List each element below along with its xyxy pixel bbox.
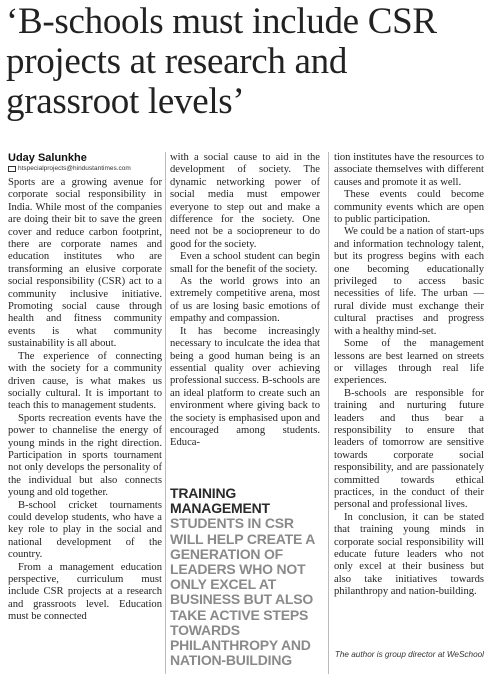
paragraph: The experience of connecting with the society for a community driven cause, is what makes us socially cultural. It is important to teach this to management students.	[8, 350, 162, 412]
headline: ‘B-schools must include CSR projects at research and grassroot levels’	[6, 1, 437, 122]
column-divider	[328, 152, 329, 674]
paragraph: B-school cricket tournaments could develop students, who have a key role to play in the social and national development of the country.	[8, 499, 162, 561]
mail-icon	[8, 166, 16, 172]
paragraph: Some of the management lessons are best learned on streets or villages through real life experiences.	[334, 338, 484, 387]
paragraph: It has become increasingly necessary to inculcate the idea that being a good human being is an essential quality over achieving professional success. B-schools are an ideal platform to create such an environment where giving back to the society is emphasised upon and encouraged among students. Educa-	[170, 325, 320, 449]
pull-quote-heading: TRAINING MANAGEMENT	[170, 485, 270, 517]
paragraph: These events could become community events which are open to public participation.	[334, 189, 484, 226]
pull-quote-body: STUDENTS IN CSR WILL HELP CREATE A GENERATION OF LEADERS WHO NOT ONLY EXCEL AT BUSINESS BUT ALSO TAKE ACTIVE STEPS TOWARDS PHILANTHROPY AND NATION-BUILDING	[170, 515, 315, 669]
paragraph: tion institutes have the resources to associate themselves with different causes and promote it as well.	[334, 152, 484, 188]
paragraph: In conclusion, it can be stated that training young minds in corporate social responsibility will educate future leaders who not only excel at their business but also take initiatives towards philanthropy and nation-building.	[334, 511, 484, 598]
author-note: The author is group director at WeSchool	[334, 650, 484, 659]
article-column-1	[8, 177, 162, 674]
byline-email-row	[8, 165, 131, 172]
paragraph: From a management education perspective, curriculum must include CSR projects at a research and grassroots level. Education must be connected	[8, 561, 162, 623]
paragraph: Sports recreation events have the power to channelise the energy of young minds in the right direction. Participation in sports tournament not only develops the personality of the individual but also connects young and old together.	[8, 412, 162, 499]
byline-author: Uday Salunkhe	[8, 152, 87, 164]
paragraph: B-schools are responsible for training and nurturing future leaders and thus bear a responsibility to ensure that leaders of tomorrow are sensitive towards corporate social responsibility, and are passionately committed towards ethical practices, in the conduct of their personal and professional lives.	[334, 387, 484, 511]
paragraph: As the world grows into an extremely competitive arena, most of us are losing basic emotions of empathy and compassion.	[170, 276, 320, 325]
article-column-2	[170, 152, 320, 482]
paragraph: We could be a nation of start-ups and information technology talent, but its progress begins with each one becoming educationally privileged to access basic necessities of life. The urban — rural divide must exchange their cultural practises and progress with a healthy mind-set.	[334, 226, 484, 337]
article-column-3	[334, 152, 484, 648]
paragraph: with a social cause to aid in the development of society. The dynamic networking power of social media must empower everyone to step out and make a difference for the society. One need not be a sociopreneur to do good for the society.	[170, 152, 320, 250]
paragraph: Even a school student can begin small for the benefit of the society.	[170, 251, 320, 275]
pull-quote	[170, 486, 322, 668]
byline-email[interactable]: htspecialprojects@hindustantimes.com	[18, 165, 131, 172]
paragraph: Sports are a growing avenue for corporate social responsibility in India. While most of the companies are doing their bit to save the green cover and reduce carbon footprint, there are corporate names and education institutes who are transforming an elusive corporate social responsibility (CSR) act to a community inclusive initiative. Promoting social cause through health and fitness community events is what community sustainability is all about.	[8, 177, 162, 350]
column-divider	[165, 152, 166, 674]
